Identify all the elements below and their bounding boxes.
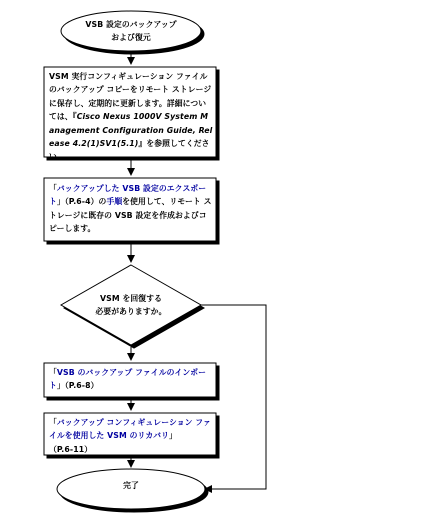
step4-text [49, 416, 213, 456]
step4-recovery-link[interactable]: バックアップ コンフィギュレーション ファイルを使用した VSM のリカバリ [49, 418, 211, 441]
step3-import-link[interactable]: VSB のバックアップ ファイルのインポート [49, 368, 207, 391]
step1-text-tail: 』を参照してください。 [49, 139, 210, 162]
step1-text [49, 70, 213, 164]
step3-open-bracket: 「 [49, 368, 57, 377]
decision-label-line1: VSM を回復する [99, 294, 162, 303]
step4-close-bracket: 」 [169, 431, 177, 441]
start-label-line2: および復元 [111, 33, 151, 43]
start-label [64, 18, 198, 45]
step4-open-bracket: 「 [49, 418, 57, 427]
step2-close-bracket: 」 [56, 197, 65, 207]
step2-middle: の [98, 197, 107, 207]
step3-text [49, 366, 213, 393]
step2-procedure-link[interactable]: 手順 [106, 197, 123, 207]
step2-text [49, 182, 213, 236]
step2-page-ref: （P.6-4） [64, 197, 99, 207]
step2-open-bracket: 「 [49, 184, 57, 193]
step3-page-ref: （P.6-8） [64, 381, 99, 391]
step2-rest: を使用して、リモート ストレージに既存の VSB 設定を作成およびコピーします。 [49, 197, 212, 234]
decision-label [66, 292, 196, 319]
step2-export-link[interactable]: バックアップした VSB 設定のエクスポート [49, 184, 207, 207]
step4-page-ref: （P.6-11） [49, 444, 93, 454]
decision-label-line2: 必要がありますか。 [95, 307, 167, 317]
start-label-line1: VSB 設定のバックアップ [85, 20, 177, 29]
step3-close-bracket: 」 [56, 381, 65, 391]
end-label: 完了 [123, 481, 139, 490]
step1-guide-title: Cisco Nexus 1000V System Management Configuration Guide, Release 4.2(1)SV1(5.1) [49, 112, 213, 149]
step1-text-main: VSM 実行コンフィギュレーション ファイルのバックアップ コピーをリモート ストレージに保存し、定期的に更新します。詳細については、『 [49, 72, 212, 122]
